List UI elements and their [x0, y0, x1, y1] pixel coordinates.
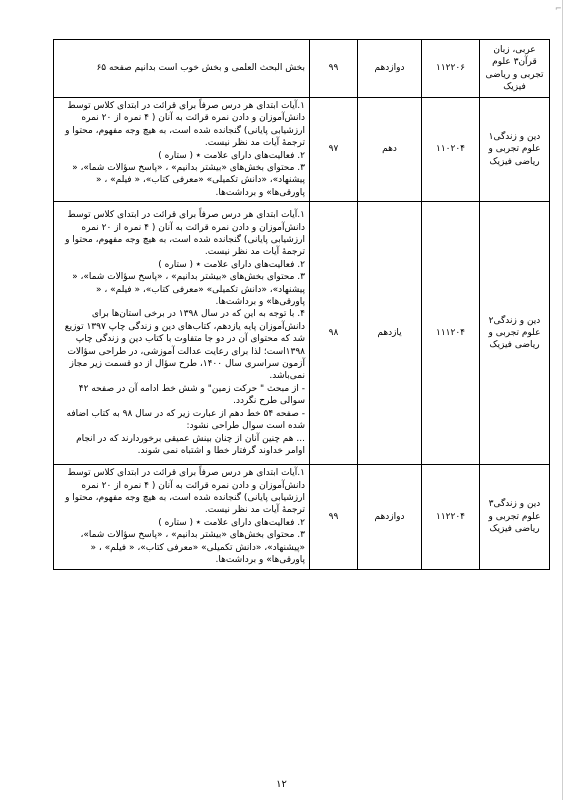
description-cell [54, 202, 310, 465]
year-cell: ۹۸ [310, 202, 358, 465]
description-cell [54, 40, 310, 98]
description-line: ۴. با توجه به این که در سال ۱۳۹۸ در برخی استان‌ها برای دانش‌آموزان پایه یازدهم، کتاب‌های دین و زندگی چاپ ۱۳۹۷ توزیع شد که محتوای آن در دو جا متفاوت با کتاب دین و زندگی چاپ ۱۳۹۸است؛ لذا برای رعایت عدالت آموزشی، در طراحی سؤالات آزمون سراسری سال ۱۴۰۰، طرح سؤال از دو قسمت زیر مجاز نمی‌باشد. [64, 309, 305, 382]
year-cell: ۹۹ [310, 40, 358, 98]
page-number: ۱۲ [276, 779, 287, 790]
table-row [54, 465, 550, 569]
year-cell: ۹۷ [310, 98, 358, 202]
code-cell: ۱۱۰۲۰۴ [422, 98, 480, 202]
grade-cell: دهم [358, 98, 422, 202]
description-line: ۱.آیات ابتدای هر درس صرفاً برای قرائت در ابتدای کلاس توسط دانش‌آموزان و دادن نمره قرائت به آنان ( ۴ نمره از ۲۰ نمره ارزشیابی پایانی) گنجانده شده است، به هیچ وجه مفهوم، محتوا و ترجمهٔ آیات مد نظر نیست. [65, 210, 305, 258]
exclusions-table [53, 39, 550, 570]
course-cell: دین و زندگی۱ علوم تجربی و ریاضی فیزیک [480, 98, 550, 202]
description-line: ۱.آیات ابتدای هر درس صرفاً برای قرائت در ابتدای کلاس توسط دانش‌آموزان و دادن نمره قرائت به آنان ( ۴ نمره از ۲۰ نمره ارزشیابی پایانی) گنجانده شده است، به هیچ وجه مفهوم، محتوا و ترجمهٔ آیات مد نظر نیست. [65, 468, 305, 516]
description-line: - صفحه ۵۴ خط دهم از عبارت زیر که در سال ۹۸ به کتاب اضافه شده است سوال طراحی نشود: [66, 408, 305, 432]
table-row [54, 202, 550, 465]
year-cell: ۹۹ [310, 465, 358, 569]
description-line: ۲. فعالیت‌های دارای علامت ٭ ( ستاره ) [158, 259, 305, 270]
grade-cell: دوازدهم [358, 40, 422, 98]
course-cell: دین و زندگی۲ علوم تجربی و ریاضی فیزیک [480, 202, 550, 465]
code-cell: ۱۱۲۲۰۶ [422, 40, 480, 98]
description-line: ۲. فعالیت‌های دارای علامت ٭ ( ستاره ) [158, 150, 305, 161]
description-line: بخش البحث العلمی و بخش خوب است بدانیم صفحه ۶۵ [96, 63, 305, 74]
code-cell: ۱۱۱۲۰۴ [422, 202, 480, 465]
corner-mark-icon: ⌐ [555, 4, 562, 13]
grade-cell: یازدهم [358, 202, 422, 465]
description-line: ... هم چنین آنان از چنان بینش عمیقی برخوردارند که در انجام اوامر خداوند گرفتار خطا و اشتباه نمی شوند. [76, 433, 305, 456]
description-line: ۳. محتوای بخش‌های «بیشتر بدانیم» ، «پاسخ سؤالات شما»، « پیشنهاد»، «دانش تکمیلی» «معرفی کتاب»، « فیلم» ، « پاورقی‌ها» و برداشت‌ها. [72, 272, 305, 308]
table-row [54, 40, 550, 98]
description-line: - از مبحث " حرکت زمین" و شش خط ادامه آن در صفحه ۴۲ سوالی طرح نگردد. [78, 383, 305, 407]
description-line: ۱.آیات ابتدای هر درس صرفاً برای قرائت در ابتدای کلاس توسط دانش‌آموزان و دادن نمره قرائت به آنان ( ۴ نمره از ۲۰ نمره ارزشیابی پایانی) گنجانده شده است، به هیچ وجه مفهوم، محتوا و ترجمهٔ آیات مد نظر نیست. [65, 101, 305, 149]
grade-cell: دوازدهم [358, 465, 422, 569]
description-line: ۳. محتوای بخش‌های «بیشتر بدانیم» ، «پاسخ سؤالات شما»، « پیشنهاد»، «دانش تکمیلی» «معرفی کتاب»، « فیلم» ، « پاورقی‌ها» و برداشت‌ها. [72, 163, 305, 198]
description-cell [54, 98, 310, 202]
description-line: ۳. محتوای بخش‌های «بیشتر بدانیم» ، «پاسخ سؤالات شما»، «پیشنهاد»، «دانش تکمیلی» «معرفی کتاب»، « فیلم» ، « پاورقی‌ها» و برداشت‌ها. [80, 530, 305, 566]
course-cell: دین و زندگی۳ علوم تجربی و ریاضی فیزیک [480, 465, 550, 569]
table-row [54, 98, 550, 202]
code-cell: ۱۱۲۲۰۴ [422, 465, 480, 569]
description-line: ۲. فعالیت‌های دارای علامت ٭ ( ستاره ) [158, 517, 305, 528]
description-cell [54, 465, 310, 569]
course-cell: عربی، زبان قرآن۳ علوم تجربی و ریاضی فیزیک [480, 40, 550, 98]
